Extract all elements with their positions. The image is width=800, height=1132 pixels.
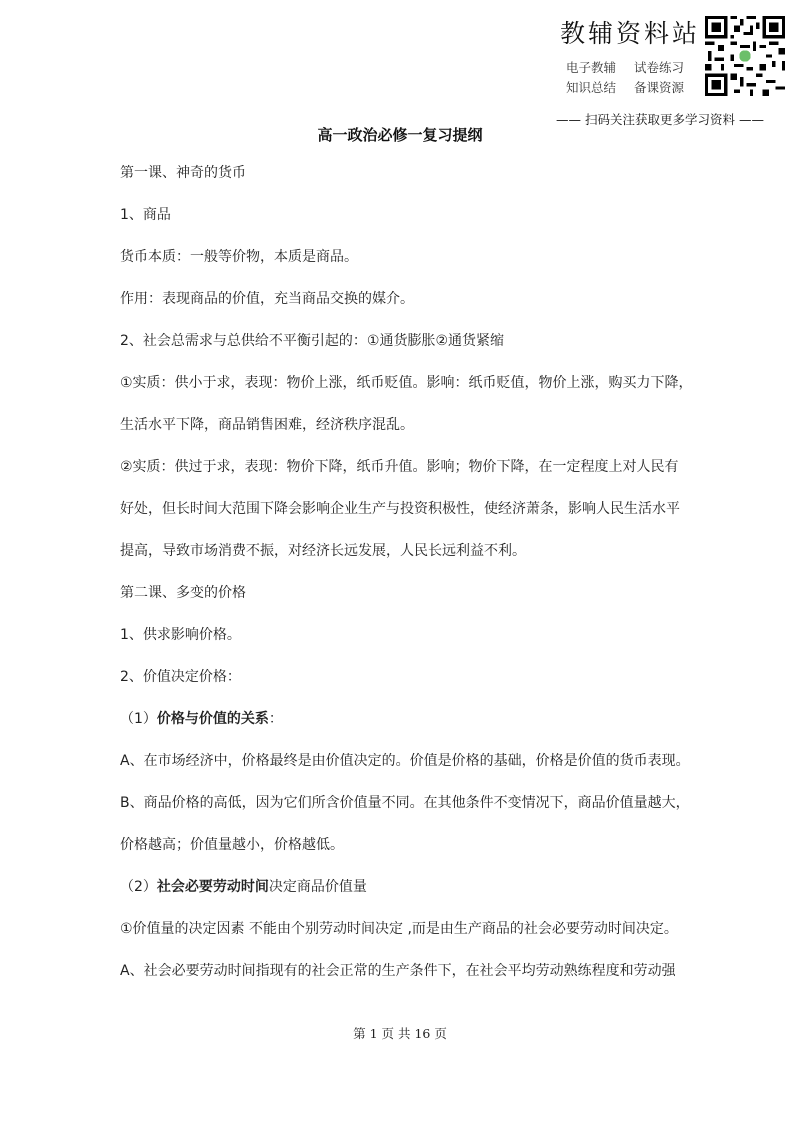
paragraph: 1、商品	[120, 207, 171, 223]
qr-slogan: —— 扫码关注获取更多学习资料 ——	[556, 112, 764, 127]
link-resources[interactable]: 备课资源	[634, 80, 685, 95]
paragraph: B、商品价格的高低，因为它们所含价值量不同。在其他条件不变情况下，商品价值量越大，	[120, 795, 690, 811]
document-body	[120, 163, 693, 1003]
subheading	[120, 709, 690, 751]
subheading-bold: 价格与价值的关系	[156, 711, 269, 727]
paragraph: 2、价值决定价格：	[120, 669, 241, 685]
subheading	[120, 877, 690, 919]
paragraph: ①实质：供小于求，表现：物价上涨，纸币贬值。影响：纸币贬值，物价上涨，购买力下降，	[120, 375, 693, 391]
section-heading: 第一课、神奇的货币	[120, 165, 246, 181]
page-number: 第 1 页 共 16 页	[353, 1026, 447, 1041]
section-heading: 第二课、多变的价格	[120, 585, 246, 601]
paragraph: 货币本质：一般等价物，本质是商品。	[120, 249, 358, 265]
paragraph: ②实质：供过于求，表现：物价下降，纸币升值。影响；物价下降，在一定程度上对人民有	[120, 459, 679, 475]
paragraph: 好处，但长时间大范围下降会影响企业生产与投资积极性，使经济萧条，影响人民生活水平	[120, 501, 680, 517]
brand-title: 教辅资料站	[560, 19, 701, 48]
subheading-number: （2）	[120, 879, 157, 895]
link-summary[interactable]: 知识总结	[566, 80, 617, 95]
paragraph: 2、社会总需求与总供给不平衡引起的：①通货膨胀②通货紧缩	[120, 333, 505, 349]
link-ebook[interactable]: 电子教辅	[566, 60, 617, 75]
subheading-bold: 社会必要劳动时间	[156, 879, 269, 895]
paragraph: 作用：表现商品的价值，充当商品交换的媒介。	[120, 291, 414, 307]
subheading-number: （1）	[120, 711, 157, 727]
brand-links	[566, 58, 684, 98]
document-title: 高一政治必修一复习提纲	[317, 126, 483, 144]
paragraph: A、在市场经济中，价格最终是由价值决定的。价值是价格的基础，价格是价值的货币表现。	[120, 753, 690, 769]
paragraph: 提高，导致市场消费不振，对经济长远发展，人民长远利益不利。	[120, 543, 526, 559]
paragraph: 价格越高；价值量越小，价格越低。	[120, 837, 344, 853]
subheading-suffix: 决定商品价值量	[268, 879, 367, 895]
paragraph: 1、供求影响价格。	[120, 627, 241, 643]
subheading-suffix: ：	[268, 711, 283, 727]
paragraph: A、社会必要劳动时间指现有的社会正常的生产条件下，在社会平均劳动熟练程度和劳动强	[120, 963, 676, 979]
paragraph: ①价值量的决定因素 不能由个别劳动时间决定 ,而是由生产商品的社会必要劳动时间决定。	[120, 921, 678, 937]
qr-code-icon	[705, 16, 785, 96]
link-exercises[interactable]: 试卷练习	[634, 60, 685, 75]
paragraph: 生活水平下降，商品销售困难，经济秩序混乱。	[120, 417, 414, 433]
